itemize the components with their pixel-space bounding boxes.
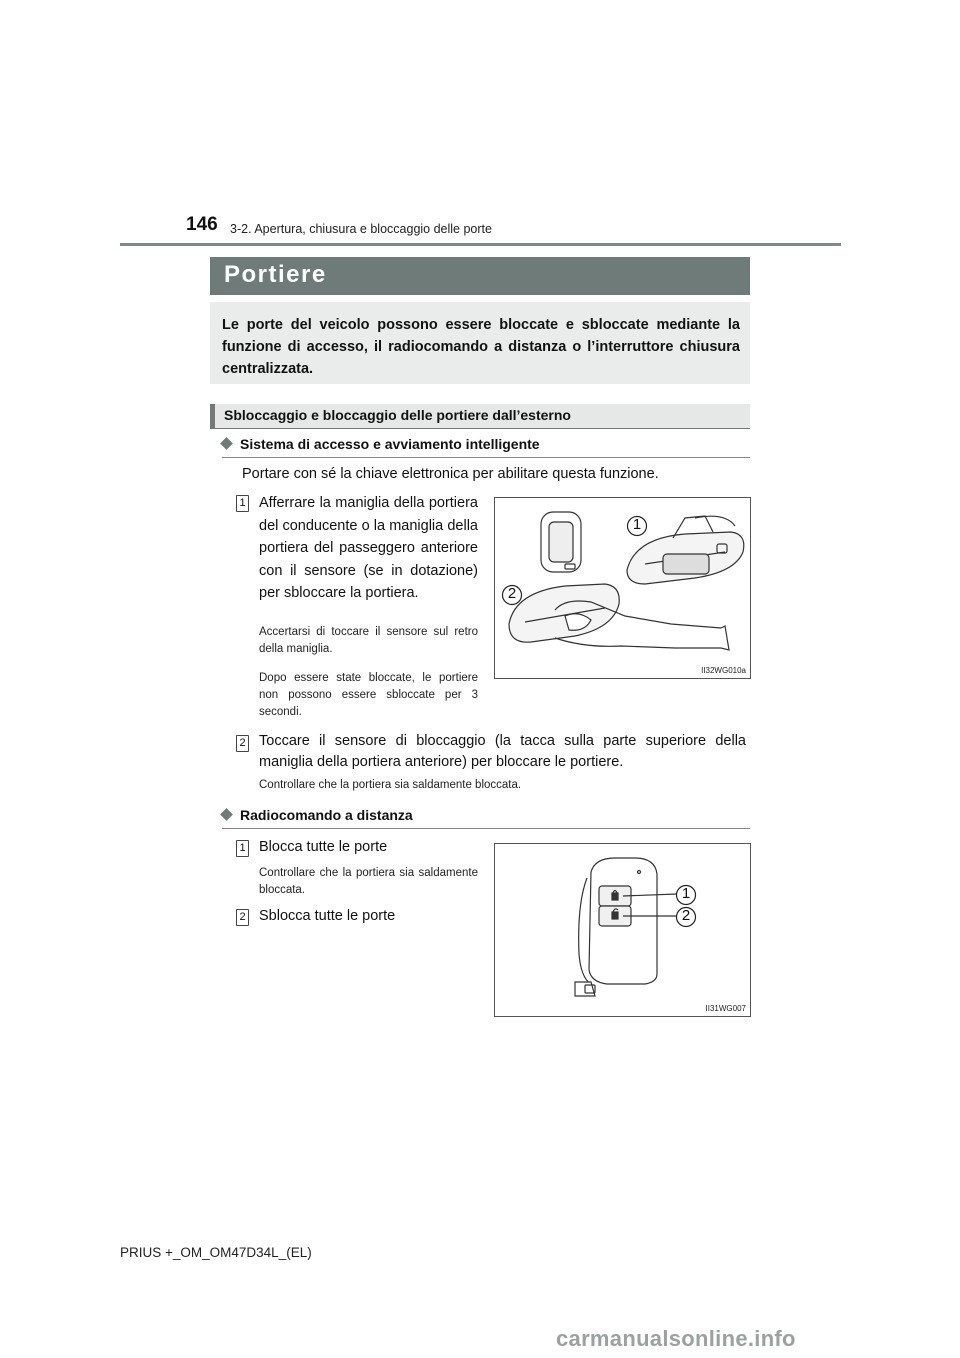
page-number: 146 [186, 214, 218, 235]
remote-step-number-1: 1 [236, 840, 249, 857]
remote-step-number-2: 2 [236, 909, 249, 926]
callout-2-label: 2 [507, 585, 517, 602]
document-code: PRIUS +_OM_OM47D34L_(EL) [120, 1245, 312, 1260]
remote-callout-2-label: 2 [681, 907, 691, 924]
section-heading: Sbloccaggio e bloccaggio delle portiere dall’esterno [224, 407, 571, 423]
subheading-remote [222, 807, 413, 823]
remote-key-illustration [494, 843, 751, 1017]
door-handle-drawing [495, 498, 750, 678]
subheading-smart-entry [222, 436, 540, 452]
chapter-section-title: 3-2. Apertura, chiusura e bloccaggio delle porte [230, 222, 492, 236]
diamond-bullet-icon [220, 808, 233, 821]
step-1-note-2: Dopo essere state bloccate, le portiere non possono essere sbloccate per 3 secondi. [259, 672, 478, 718]
intro-text: Le porte del veicolo possono essere bloccate e sbloccate mediante la funzione di accesso, il radiocomando a distanza o l’interruttore chiusura centralizzata. [222, 317, 740, 377]
door-handle-illustration [494, 497, 751, 679]
step-1-text: Afferrare la maniglia della portiera del conducente o la maniglia della portiera del passeggero anteriore con il sensore (se in dotazione) per sbloccare la portiera. [259, 495, 478, 601]
diamond-bullet-icon [220, 437, 233, 450]
remote-step-1-text: Blocca tutte le porte [259, 839, 388, 855]
figure-code: II31WG007 [705, 1004, 746, 1013]
section-accent [210, 404, 215, 428]
section-heading-bar [210, 404, 750, 429]
subheading-smart-entry-text: Sistema di accesso e avviamento intelligente [240, 436, 540, 452]
subheading-rule [222, 457, 750, 458]
subheading-rule [222, 828, 750, 829]
figure-code: II32WG010a [701, 666, 746, 675]
step-2-text: Toccare il sensore di bloccaggio (la tacca sulla parte superiore della maniglia della portiera anteriore) per bloccare le portiere. [259, 733, 746, 770]
page-title-bar [210, 257, 750, 295]
subheading-remote-text: Radiocomando a distanza [240, 807, 413, 823]
remote-step-2-text: Sblocca tutte le porte [259, 908, 396, 924]
page-title: Portiere [224, 261, 327, 288]
remote-step-1-note: Controllare che la portiera sia saldamente bloccata. [259, 867, 478, 896]
remote-key-drawing [495, 844, 750, 1016]
step-number-1: 1 [236, 495, 249, 512]
callout-1-label: 1 [632, 516, 642, 533]
step-1-note-1: Accertarsi di toccare il sensore sul retro della maniglia. [259, 626, 478, 655]
smart-entry-lead: Portare con sé la chiave elettronica per abilitare questa funzione. [242, 466, 659, 482]
intro-box [210, 302, 750, 384]
watermark-link[interactable]: carmanualsonline.info [556, 1326, 796, 1351]
step-2-note: Controllare che la portiera sia saldamente bloccata. [259, 779, 522, 791]
remote-callout-1-label: 1 [681, 885, 691, 902]
step-number-2: 2 [236, 735, 249, 752]
header-divider [120, 243, 841, 246]
